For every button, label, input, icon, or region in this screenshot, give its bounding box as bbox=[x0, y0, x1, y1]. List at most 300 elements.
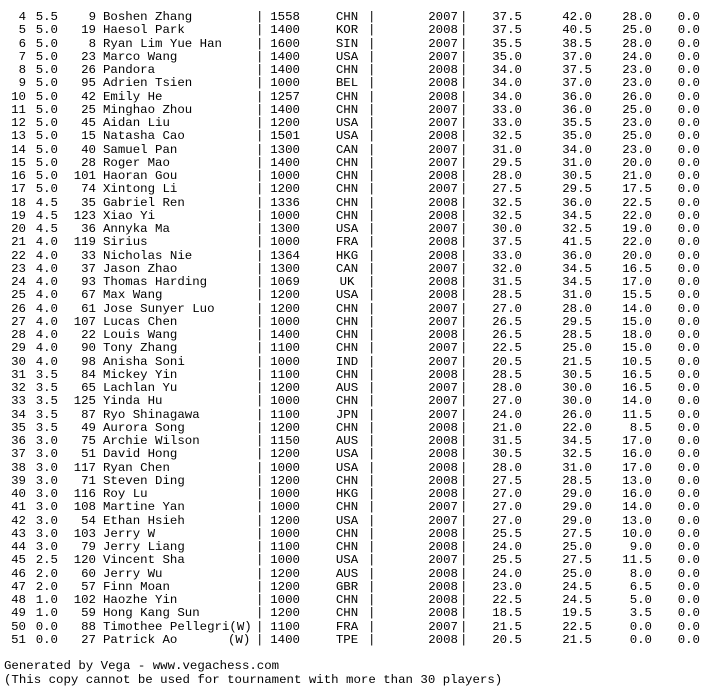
table-row bbox=[0, 77, 703, 90]
start-number-cell: 54 bbox=[81, 513, 96, 528]
player-name-cell: Roger Mao bbox=[103, 155, 170, 170]
rating-cell: 1069 bbox=[270, 275, 300, 289]
column-separator: | bbox=[460, 142, 468, 157]
rank-cell: 45 bbox=[11, 553, 26, 568]
player-name-cell: Haozhe Yin bbox=[103, 593, 178, 607]
points-cell: 4.0 bbox=[35, 341, 58, 356]
birth-year-cell: 2007 bbox=[428, 155, 458, 170]
points-cell: 3.5 bbox=[35, 394, 58, 409]
tiebreak-1-cell: 30.0 bbox=[492, 222, 522, 236]
tiebreak-2-cell: 37.0 bbox=[562, 49, 592, 64]
column-separator: | bbox=[460, 540, 468, 554]
column-separator: | bbox=[368, 102, 376, 117]
federation-cell: USA bbox=[335, 288, 359, 303]
start-number-cell: 40 bbox=[81, 142, 96, 157]
table-row bbox=[0, 448, 703, 461]
column-separator: | bbox=[460, 261, 468, 276]
start-number-cell: 42 bbox=[81, 89, 96, 104]
column-separator: | bbox=[256, 540, 264, 554]
rank-cell: 49 bbox=[11, 606, 26, 621]
table-row bbox=[0, 236, 703, 249]
withdrawn-note: (W) bbox=[228, 632, 251, 647]
federation-cell: CHN bbox=[335, 195, 359, 210]
federation-cell: CHN bbox=[335, 394, 359, 409]
federation-cell: USA bbox=[335, 116, 359, 130]
points-cell: 5.0 bbox=[35, 89, 58, 104]
rating-cell: 1000 bbox=[270, 593, 300, 607]
column-separator: | bbox=[256, 553, 264, 568]
footer-generated-by: Generated by Vega - www.vegachess.com bbox=[4, 659, 280, 673]
start-number-cell: 119 bbox=[73, 235, 96, 250]
column-separator: | bbox=[256, 129, 264, 144]
birth-year-cell: 2008 bbox=[428, 288, 458, 303]
tiebreak-3-cell: 25.0 bbox=[622, 102, 652, 117]
tiebreak-1-cell: 21.5 bbox=[492, 619, 522, 634]
tiebreak-2-cell: 34.5 bbox=[562, 261, 592, 276]
column-separator: | bbox=[256, 182, 264, 197]
start-number-cell: 60 bbox=[81, 566, 96, 581]
player-name-cell: Tony Zhang bbox=[103, 341, 178, 356]
tiebreak-4-cell: 0.0 bbox=[677, 288, 700, 303]
player-name-cell: Annyka Ma bbox=[103, 222, 170, 236]
column-separator: | bbox=[460, 434, 468, 448]
start-number-cell: 90 bbox=[81, 341, 96, 356]
tiebreak-2-cell: 36.0 bbox=[562, 89, 592, 104]
tiebreak-2-cell: 30.0 bbox=[562, 394, 592, 409]
tiebreak-2-cell: 30.5 bbox=[562, 367, 592, 382]
tiebreak-4-cell: 0.0 bbox=[677, 526, 700, 541]
points-cell: 5.0 bbox=[35, 76, 58, 91]
federation-cell: UK bbox=[339, 275, 355, 289]
rating-cell: 1000 bbox=[270, 460, 300, 475]
tiebreak-2-cell: 30.0 bbox=[562, 381, 592, 395]
column-separator: | bbox=[368, 288, 376, 303]
table-row bbox=[0, 382, 703, 395]
tiebreak-1-cell: 31.5 bbox=[492, 434, 522, 448]
column-separator: | bbox=[460, 606, 468, 621]
start-number-cell: 84 bbox=[81, 367, 96, 382]
column-separator: | bbox=[368, 434, 376, 448]
birth-year-cell: 2008 bbox=[428, 367, 458, 382]
federation-cell: FRA bbox=[335, 235, 359, 250]
tiebreak-1-cell: 22.5 bbox=[492, 593, 522, 607]
rating-cell: 1400 bbox=[270, 49, 300, 64]
column-separator: | bbox=[460, 235, 468, 250]
player-name-cell: Samuel Pan bbox=[103, 142, 178, 157]
column-separator: | bbox=[368, 367, 376, 382]
points-cell: 3.5 bbox=[35, 381, 58, 395]
player-name-cell: Archie Wilson bbox=[103, 434, 200, 448]
tiebreak-3-cell: 20.0 bbox=[622, 155, 652, 170]
birth-year-cell: 2008 bbox=[428, 89, 458, 104]
tiebreak-1-cell: 26.5 bbox=[492, 314, 522, 329]
federation-cell: HKG bbox=[335, 487, 359, 501]
rating-cell: 1400 bbox=[270, 328, 300, 342]
birth-year-cell: 2008 bbox=[428, 487, 458, 501]
table-row bbox=[0, 568, 703, 581]
points-cell: 4.0 bbox=[35, 314, 58, 329]
column-separator: | bbox=[368, 169, 376, 183]
column-separator: | bbox=[460, 619, 468, 634]
rating-cell: 1200 bbox=[270, 566, 300, 581]
rating-cell: 1400 bbox=[270, 23, 300, 38]
federation-cell: GBR bbox=[335, 579, 359, 594]
column-separator: | bbox=[460, 208, 468, 223]
tiebreak-4-cell: 0.0 bbox=[677, 394, 700, 409]
column-separator: | bbox=[460, 473, 468, 488]
federation-cell: USA bbox=[335, 129, 359, 144]
column-separator: | bbox=[368, 248, 376, 263]
table-row bbox=[0, 316, 703, 329]
player-name-cell: Haesol Park bbox=[103, 23, 185, 38]
tiebreak-3-cell: 0.0 bbox=[629, 619, 652, 634]
tiebreak-4-cell: 0.0 bbox=[677, 23, 700, 38]
birth-year-cell: 2008 bbox=[428, 593, 458, 607]
rating-cell: 1200 bbox=[270, 116, 300, 130]
table-row bbox=[0, 409, 703, 422]
column-separator: | bbox=[460, 487, 468, 501]
column-separator: | bbox=[460, 460, 468, 475]
column-separator: | bbox=[256, 420, 264, 435]
federation-cell: CAN bbox=[335, 261, 359, 276]
birth-year-cell: 2007 bbox=[428, 261, 458, 276]
birth-year-cell: 2007 bbox=[428, 314, 458, 329]
rating-cell: 1000 bbox=[270, 394, 300, 409]
birth-year-cell: 2007 bbox=[428, 407, 458, 422]
tiebreak-3-cell: 24.0 bbox=[622, 49, 652, 64]
tiebreak-2-cell: 35.0 bbox=[562, 129, 592, 144]
tiebreak-2-cell: 21.5 bbox=[562, 354, 592, 369]
player-name-cell: Haoran Gou bbox=[103, 169, 178, 183]
federation-cell: CHN bbox=[335, 606, 359, 621]
rating-cell: 1000 bbox=[270, 500, 300, 515]
points-cell: 2.0 bbox=[35, 579, 58, 594]
federation-cell: CHN bbox=[335, 500, 359, 515]
start-number-cell: 51 bbox=[81, 447, 96, 462]
column-separator: | bbox=[368, 420, 376, 435]
column-separator: | bbox=[256, 513, 264, 528]
table-row bbox=[0, 11, 703, 24]
tiebreak-4-cell: 0.0 bbox=[677, 354, 700, 369]
start-number-cell: 103 bbox=[73, 526, 96, 541]
points-cell: 5.0 bbox=[35, 36, 58, 51]
column-separator: | bbox=[368, 301, 376, 316]
tiebreak-2-cell: 34.5 bbox=[562, 275, 592, 289]
points-cell: 4.5 bbox=[35, 208, 58, 223]
federation-cell: CAN bbox=[335, 142, 359, 157]
tiebreak-2-cell: 28.0 bbox=[562, 301, 592, 316]
start-number-cell: 28 bbox=[81, 155, 96, 170]
birth-year-cell: 2007 bbox=[428, 619, 458, 634]
rank-cell: 6 bbox=[18, 36, 26, 51]
tiebreak-4-cell: 0.0 bbox=[677, 328, 700, 342]
rank-cell: 14 bbox=[11, 142, 26, 157]
column-separator: | bbox=[368, 63, 376, 77]
rating-cell: 1000 bbox=[270, 314, 300, 329]
tiebreak-2-cell: 41.5 bbox=[562, 235, 592, 250]
tiebreak-1-cell: 34.0 bbox=[492, 76, 522, 91]
player-name-cell: Timothee Pellegri(W) bbox=[103, 619, 252, 634]
column-separator: | bbox=[460, 566, 468, 581]
birth-year-cell: 2007 bbox=[428, 381, 458, 395]
tiebreak-4-cell: 0.0 bbox=[677, 381, 700, 395]
rating-cell: 1200 bbox=[270, 288, 300, 303]
rank-cell: 44 bbox=[11, 540, 26, 554]
table-row bbox=[0, 144, 703, 157]
table-row bbox=[0, 475, 703, 488]
tiebreak-3-cell: 16.0 bbox=[622, 487, 652, 501]
table-row bbox=[0, 157, 703, 170]
column-separator: | bbox=[368, 10, 376, 24]
column-separator: | bbox=[460, 579, 468, 594]
tiebreak-1-cell: 27.5 bbox=[492, 473, 522, 488]
player-name-cell: Xintong Li bbox=[103, 182, 178, 197]
tiebreak-3-cell: 0.0 bbox=[629, 632, 652, 647]
rank-cell: 22 bbox=[11, 248, 26, 263]
tiebreak-4-cell: 0.0 bbox=[677, 10, 700, 24]
rating-cell: 1000 bbox=[270, 354, 300, 369]
start-number-cell: 93 bbox=[81, 275, 96, 289]
tiebreak-2-cell: 36.0 bbox=[562, 248, 592, 263]
birth-year-cell: 2008 bbox=[428, 235, 458, 250]
tiebreak-1-cell: 24.0 bbox=[492, 540, 522, 554]
table-row bbox=[0, 104, 703, 117]
start-number-cell: 25 bbox=[81, 102, 96, 117]
column-separator: | bbox=[256, 632, 264, 647]
birth-year-cell: 2007 bbox=[428, 36, 458, 51]
column-separator: | bbox=[256, 381, 264, 395]
tiebreak-2-cell: 22.5 bbox=[562, 619, 592, 634]
table-row bbox=[0, 515, 703, 528]
column-separator: | bbox=[460, 76, 468, 91]
column-separator: | bbox=[368, 116, 376, 130]
tiebreak-3-cell: 11.5 bbox=[622, 407, 652, 422]
start-number-cell: 79 bbox=[81, 540, 96, 554]
tiebreak-3-cell: 15.0 bbox=[622, 341, 652, 356]
player-name-cell: Lachlan Yu bbox=[103, 381, 178, 395]
tiebreak-1-cell: 24.0 bbox=[492, 566, 522, 581]
tiebreak-1-cell: 32.0 bbox=[492, 261, 522, 276]
player-name-cell: Thomas Harding bbox=[103, 275, 208, 289]
column-separator: | bbox=[256, 593, 264, 607]
column-separator: | bbox=[368, 89, 376, 104]
rank-cell: 36 bbox=[11, 434, 26, 448]
tiebreak-1-cell: 37.5 bbox=[492, 10, 522, 24]
column-separator: | bbox=[460, 116, 468, 130]
tiebreak-4-cell: 0.0 bbox=[677, 36, 700, 51]
player-name-cell: Anisha Soni bbox=[103, 354, 185, 369]
table-row bbox=[0, 197, 703, 210]
rank-cell: 33 bbox=[11, 394, 26, 409]
table-row bbox=[0, 263, 703, 276]
rank-cell: 47 bbox=[11, 579, 26, 594]
column-separator: | bbox=[368, 49, 376, 64]
tiebreak-1-cell: 31.0 bbox=[492, 142, 522, 157]
footer bbox=[4, 659, 703, 687]
tiebreak-2-cell: 21.5 bbox=[562, 632, 592, 647]
birth-year-cell: 2008 bbox=[428, 169, 458, 183]
rating-cell: 1300 bbox=[270, 222, 300, 236]
tiebreak-2-cell: 32.5 bbox=[562, 447, 592, 462]
tiebreak-3-cell: 16.5 bbox=[622, 381, 652, 395]
federation-cell: CHN bbox=[335, 208, 359, 223]
table-row bbox=[0, 634, 703, 647]
tiebreak-1-cell: 35.0 bbox=[492, 49, 522, 64]
player-name-cell: Marco Wang bbox=[103, 49, 178, 64]
points-cell: 3.0 bbox=[35, 526, 58, 541]
tiebreak-1-cell: 27.0 bbox=[492, 394, 522, 409]
birth-year-cell: 2007 bbox=[428, 301, 458, 316]
column-separator: | bbox=[460, 341, 468, 356]
tiebreak-3-cell: 19.0 bbox=[622, 222, 652, 236]
rating-cell: 1000 bbox=[270, 487, 300, 501]
rating-cell: 1100 bbox=[270, 341, 300, 356]
column-separator: | bbox=[460, 632, 468, 647]
column-separator: | bbox=[460, 288, 468, 303]
tiebreak-3-cell: 15.0 bbox=[622, 314, 652, 329]
player-name-cell: David Hong bbox=[103, 447, 178, 462]
column-separator: | bbox=[256, 102, 264, 117]
tiebreak-3-cell: 10.0 bbox=[622, 526, 652, 541]
rank-cell: 30 bbox=[11, 354, 26, 369]
column-separator: | bbox=[368, 222, 376, 236]
tiebreak-1-cell: 33.0 bbox=[492, 116, 522, 130]
column-separator: | bbox=[256, 169, 264, 183]
column-separator: | bbox=[256, 566, 264, 581]
column-separator: | bbox=[460, 102, 468, 117]
column-separator: | bbox=[368, 328, 376, 342]
table-row bbox=[0, 210, 703, 223]
tiebreak-4-cell: 0.0 bbox=[677, 619, 700, 634]
tiebreak-1-cell: 27.0 bbox=[492, 301, 522, 316]
points-cell: 5.0 bbox=[35, 49, 58, 64]
column-separator: | bbox=[460, 593, 468, 607]
column-separator: | bbox=[368, 195, 376, 210]
rating-cell: 1364 bbox=[270, 248, 300, 263]
rank-cell: 13 bbox=[11, 129, 26, 144]
column-separator: | bbox=[460, 407, 468, 422]
column-separator: | bbox=[256, 500, 264, 515]
table-row bbox=[0, 342, 703, 355]
birth-year-cell: 2008 bbox=[428, 473, 458, 488]
rating-cell: 1000 bbox=[270, 76, 300, 91]
birth-year-cell: 2008 bbox=[428, 420, 458, 435]
tiebreak-2-cell: 36.0 bbox=[562, 195, 592, 210]
points-cell: 5.0 bbox=[35, 182, 58, 197]
column-separator: | bbox=[368, 36, 376, 51]
points-cell: 0.0 bbox=[35, 632, 58, 647]
start-number-cell: 35 bbox=[81, 195, 96, 210]
tiebreak-1-cell: 18.5 bbox=[492, 606, 522, 621]
column-separator: | bbox=[368, 553, 376, 568]
start-number-cell: 26 bbox=[81, 63, 96, 77]
rating-cell: 1600 bbox=[270, 36, 300, 51]
start-number-cell: 27 bbox=[81, 632, 96, 647]
tiebreak-2-cell: 34.5 bbox=[562, 208, 592, 223]
rank-cell: 12 bbox=[11, 116, 26, 130]
table-row bbox=[0, 422, 703, 435]
player-name-cell: Ryan Chen bbox=[103, 460, 170, 475]
tiebreak-2-cell: 19.5 bbox=[562, 606, 592, 621]
rating-cell: 1400 bbox=[270, 632, 300, 647]
table-row bbox=[0, 581, 703, 594]
points-cell: 4.0 bbox=[35, 235, 58, 250]
tiebreak-4-cell: 0.0 bbox=[677, 606, 700, 621]
tiebreak-1-cell: 33.0 bbox=[492, 248, 522, 263]
column-separator: | bbox=[368, 447, 376, 462]
start-number-cell: 120 bbox=[73, 553, 96, 568]
column-separator: | bbox=[256, 248, 264, 263]
birth-year-cell: 2008 bbox=[428, 526, 458, 541]
points-cell: 4.5 bbox=[35, 222, 58, 236]
birth-year-cell: 2008 bbox=[428, 579, 458, 594]
player-name-cell: Nicholas Nie bbox=[103, 248, 193, 263]
birth-year-cell: 2008 bbox=[428, 275, 458, 289]
tiebreak-1-cell: 32.5 bbox=[492, 195, 522, 210]
column-separator: | bbox=[460, 63, 468, 77]
column-separator: | bbox=[256, 10, 264, 24]
birth-year-cell: 2008 bbox=[428, 447, 458, 462]
tiebreak-3-cell: 22.5 bbox=[622, 195, 652, 210]
rating-cell: 1150 bbox=[270, 434, 300, 448]
points-cell: 2.5 bbox=[35, 553, 58, 568]
tiebreak-2-cell: 24.5 bbox=[562, 593, 592, 607]
tiebreak-4-cell: 0.0 bbox=[677, 367, 700, 382]
rank-cell: 17 bbox=[11, 182, 26, 197]
rank-cell: 28 bbox=[11, 328, 26, 342]
start-number-cell: 9 bbox=[88, 10, 96, 24]
rating-cell: 1558 bbox=[270, 10, 300, 24]
player-name-cell: Jerry W bbox=[103, 526, 156, 541]
table-row bbox=[0, 329, 703, 342]
points-cell: 3.0 bbox=[35, 487, 58, 501]
column-separator: | bbox=[256, 288, 264, 303]
tiebreak-2-cell: 38.5 bbox=[562, 36, 592, 51]
column-separator: | bbox=[460, 275, 468, 289]
start-number-cell: 36 bbox=[81, 222, 96, 236]
table-row bbox=[0, 356, 703, 369]
points-cell: 4.0 bbox=[35, 275, 58, 289]
birth-year-cell: 2007 bbox=[428, 49, 458, 64]
points-cell: 3.0 bbox=[35, 434, 58, 448]
tiebreak-4-cell: 0.0 bbox=[677, 49, 700, 64]
tiebreak-4-cell: 0.0 bbox=[677, 261, 700, 276]
federation-cell: USA bbox=[335, 553, 359, 568]
tiebreak-1-cell: 27.5 bbox=[492, 182, 522, 197]
rating-cell: 1100 bbox=[270, 540, 300, 554]
table-row bbox=[0, 607, 703, 620]
points-cell: 3.5 bbox=[35, 367, 58, 382]
tiebreak-1-cell: 25.5 bbox=[492, 526, 522, 541]
federation-cell: AUS bbox=[335, 434, 359, 448]
table-row bbox=[0, 541, 703, 554]
birth-year-cell: 2007 bbox=[428, 116, 458, 130]
rank-cell: 25 bbox=[11, 288, 26, 303]
table-row bbox=[0, 435, 703, 448]
birth-year-cell: 2008 bbox=[428, 248, 458, 263]
column-separator: | bbox=[368, 23, 376, 38]
tiebreak-4-cell: 0.0 bbox=[677, 248, 700, 263]
player-name-cell: Ryo Shinagawa bbox=[103, 407, 200, 422]
rating-cell: 1200 bbox=[270, 447, 300, 462]
column-separator: | bbox=[256, 354, 264, 369]
player-name-cell: Hong Kang Sun bbox=[103, 606, 200, 621]
table-row bbox=[0, 395, 703, 408]
tiebreak-2-cell: 28.5 bbox=[562, 328, 592, 342]
table-row bbox=[0, 117, 703, 130]
column-separator: | bbox=[460, 513, 468, 528]
points-cell: 5.0 bbox=[35, 23, 58, 38]
